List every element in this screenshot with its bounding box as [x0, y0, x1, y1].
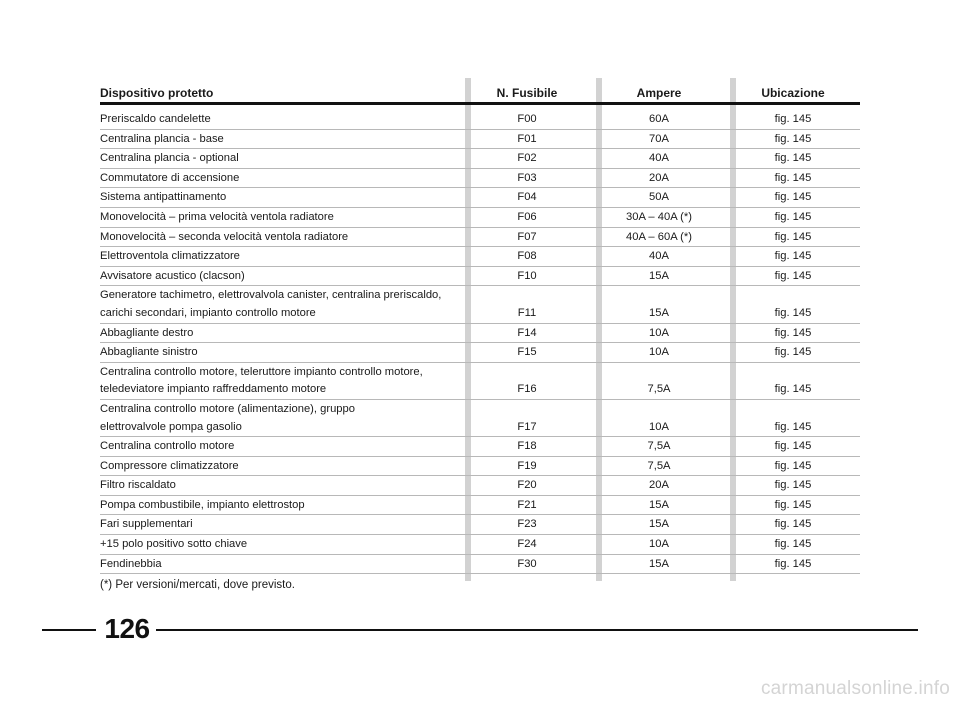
cell-fuse: F24	[517, 538, 537, 551]
cell-ampere: 7,5A	[647, 383, 671, 396]
cell-ampere: 10A	[649, 326, 669, 339]
cell-fuse: F02	[517, 152, 537, 165]
header-location: Ubicazione	[761, 86, 825, 100]
device-text-line: Fari supplementari	[100, 518, 193, 531]
cell-location: fig. 145	[774, 269, 812, 282]
device-text-line: Centralina controllo motore, teleruttore impianto controllo motore,	[100, 365, 423, 378]
device-text-line: Preriscaldo candelette	[100, 113, 211, 125]
table-row	[100, 363, 860, 400]
table-row	[100, 110, 860, 130]
cell-fuse: F04	[517, 191, 537, 204]
cell-device	[100, 497, 462, 515]
cell-fuse: F07	[517, 230, 537, 243]
cell-device	[100, 438, 462, 456]
device-text-line: Abbagliante destro	[100, 326, 194, 339]
header-fuse: N. Fusibile	[496, 86, 558, 100]
cell-device	[100, 401, 462, 436]
cell-ampere: 10A	[649, 346, 669, 359]
cell-location: fig. 145	[774, 132, 812, 145]
cell-location: fig. 145	[774, 498, 812, 511]
device-text-line: Centralina plancia - base	[100, 132, 224, 145]
cell-location: fig. 145	[774, 459, 812, 472]
cell-ampere: 60A	[649, 113, 669, 125]
cell-location: fig. 145	[774, 191, 812, 204]
cell-location: fig. 145	[774, 230, 812, 243]
cell-location: fig. 145	[774, 440, 812, 453]
cell-location: fig. 145	[774, 518, 812, 531]
device-text-line: +15 polo positivo sotto chiave	[100, 538, 248, 551]
device-text-line: Avvisatore acustico (clacson)	[100, 269, 245, 282]
device-text-line: Filtro riscaldato	[100, 479, 176, 492]
cell-fuse: F17	[517, 420, 537, 433]
table-row	[100, 496, 860, 516]
table-row	[100, 476, 860, 496]
cell-fuse: F15	[517, 346, 537, 359]
table-row	[100, 149, 860, 169]
cell-ampere: 70A	[649, 132, 669, 145]
cell-ampere: 40A	[649, 152, 669, 165]
cell-fuse: F01	[517, 132, 537, 145]
cell-device	[100, 150, 462, 168]
cell-location: fig. 145	[774, 479, 812, 492]
fuse-table	[100, 78, 860, 591]
cell-location: fig. 145	[774, 420, 812, 433]
device-text-line: Sistema antipattinamento	[100, 191, 227, 204]
cell-fuse: F18	[517, 440, 537, 453]
device-text-line: Centralina controllo motore	[100, 440, 235, 453]
cell-location: fig. 145	[774, 557, 812, 570]
cell-ampere: 7,5A	[647, 440, 671, 453]
footnote: (*) Per versioni/mercati, dove previsto.	[100, 579, 295, 592]
device-text-line: Fendinebbia	[100, 557, 162, 570]
table-row	[100, 286, 860, 323]
cell-device	[100, 170, 462, 188]
table-row	[100, 437, 860, 457]
table-row	[100, 247, 860, 267]
cell-device	[100, 287, 462, 322]
table-row	[100, 208, 860, 228]
cell-ampere: 50A	[649, 191, 669, 204]
row-rule	[100, 573, 860, 574]
cell-ampere: 10A	[649, 420, 669, 433]
cell-location: fig. 145	[774, 383, 812, 396]
cell-device	[100, 536, 462, 554]
table-row	[100, 324, 860, 344]
cell-ampere: 40A – 60A (*)	[626, 230, 692, 243]
watermark: carmanualsonline.info	[760, 678, 950, 699]
footer-rule-right	[156, 629, 918, 631]
table-header	[100, 78, 860, 102]
cell-fuse: F30	[517, 557, 537, 570]
cell-ampere: 15A	[649, 306, 669, 319]
cell-device	[100, 268, 462, 286]
device-text-line: Centralina controllo motore (alimentazione), gruppo	[100, 402, 355, 415]
cell-device	[100, 209, 462, 227]
cell-location: fig. 145	[774, 326, 812, 339]
cell-fuse: F00	[517, 113, 537, 125]
cell-ampere: 15A	[649, 557, 669, 570]
cell-fuse: F23	[517, 518, 537, 531]
cell-device	[100, 325, 462, 343]
cell-fuse: F08	[517, 250, 537, 263]
table-body	[100, 110, 860, 574]
cell-device	[100, 556, 462, 574]
device-text-line: elettrovalvole pompa gasolio	[100, 420, 242, 433]
header-ampere: Ampere	[636, 86, 682, 100]
device-text-line: teledeviatore impianto raffreddamento motore	[100, 383, 327, 396]
cell-device	[100, 229, 462, 247]
device-text-line: Commutatore di accensione	[100, 171, 240, 184]
device-text-line: Compressore climatizzatore	[100, 459, 239, 472]
device-text-line: carichi secondari, impianto controllo motore	[100, 306, 316, 319]
cell-device	[100, 189, 462, 207]
cell-device	[100, 458, 462, 476]
table-row	[100, 228, 860, 248]
table-row	[100, 515, 860, 535]
cell-ampere: 40A	[649, 250, 669, 263]
cell-ampere: 15A	[649, 498, 669, 511]
cell-fuse: F16	[517, 383, 537, 396]
cell-device	[100, 344, 462, 362]
device-text-line: Monovelocità – prima velocità ventola radiatore	[100, 210, 334, 223]
cell-device	[100, 516, 462, 534]
page-number: 126	[104, 613, 150, 644]
cell-device	[100, 364, 462, 399]
footer-rule-left	[42, 629, 96, 631]
cell-fuse: F20	[517, 479, 537, 492]
header-rule	[100, 102, 860, 105]
table-row	[100, 188, 860, 208]
cell-ampere: 7,5A	[647, 459, 671, 472]
cell-fuse: F10	[517, 269, 537, 282]
cell-device	[100, 131, 462, 149]
table-row	[100, 457, 860, 477]
device-text-line: Generatore tachimetro, elettrovalvola canister, centralina preriscaldo,	[100, 289, 442, 302]
table-row	[100, 130, 860, 150]
table-row	[100, 535, 860, 555]
table-row	[100, 169, 860, 189]
cell-ampere: 20A	[649, 171, 669, 184]
header-device: Dispositivo protetto	[100, 86, 214, 100]
device-text-line: Centralina plancia - optional	[100, 152, 239, 165]
cell-ampere: 15A	[649, 518, 669, 531]
cell-fuse: F11	[517, 306, 537, 319]
device-text-line: Elettroventola climatizzatore	[100, 250, 240, 263]
cell-location: fig. 145	[774, 250, 812, 263]
cell-fuse: F19	[517, 459, 537, 472]
cell-device	[100, 477, 462, 495]
cell-device	[100, 248, 462, 266]
cell-ampere: 10A	[649, 538, 669, 551]
cell-location: fig. 145	[774, 306, 812, 319]
cell-location: fig. 145	[774, 171, 812, 184]
device-text-line: Monovelocità – seconda velocità ventola radiatore	[100, 230, 349, 243]
cell-ampere: 15A	[649, 269, 669, 282]
cell-location: fig. 145	[774, 210, 812, 223]
cell-ampere: 20A	[649, 479, 669, 492]
table-row	[100, 555, 860, 575]
cell-fuse: F06	[517, 210, 537, 223]
cell-location: fig. 145	[774, 538, 812, 551]
cell-ampere: 30A – 40A (*)	[626, 210, 692, 223]
device-text-line: Abbagliante sinistro	[100, 346, 198, 359]
cell-device	[100, 111, 462, 129]
cell-fuse: F03	[517, 171, 537, 184]
device-text-line: Pompa combustibile, impianto elettrostop	[100, 498, 305, 511]
table-row	[100, 400, 860, 437]
cell-location: fig. 145	[774, 152, 812, 165]
table-row	[100, 343, 860, 363]
cell-fuse: F14	[517, 326, 537, 339]
cell-location: fig. 145	[774, 113, 812, 125]
cell-location: fig. 145	[774, 346, 812, 359]
table-row	[100, 267, 860, 287]
cell-fuse: F21	[517, 498, 537, 511]
